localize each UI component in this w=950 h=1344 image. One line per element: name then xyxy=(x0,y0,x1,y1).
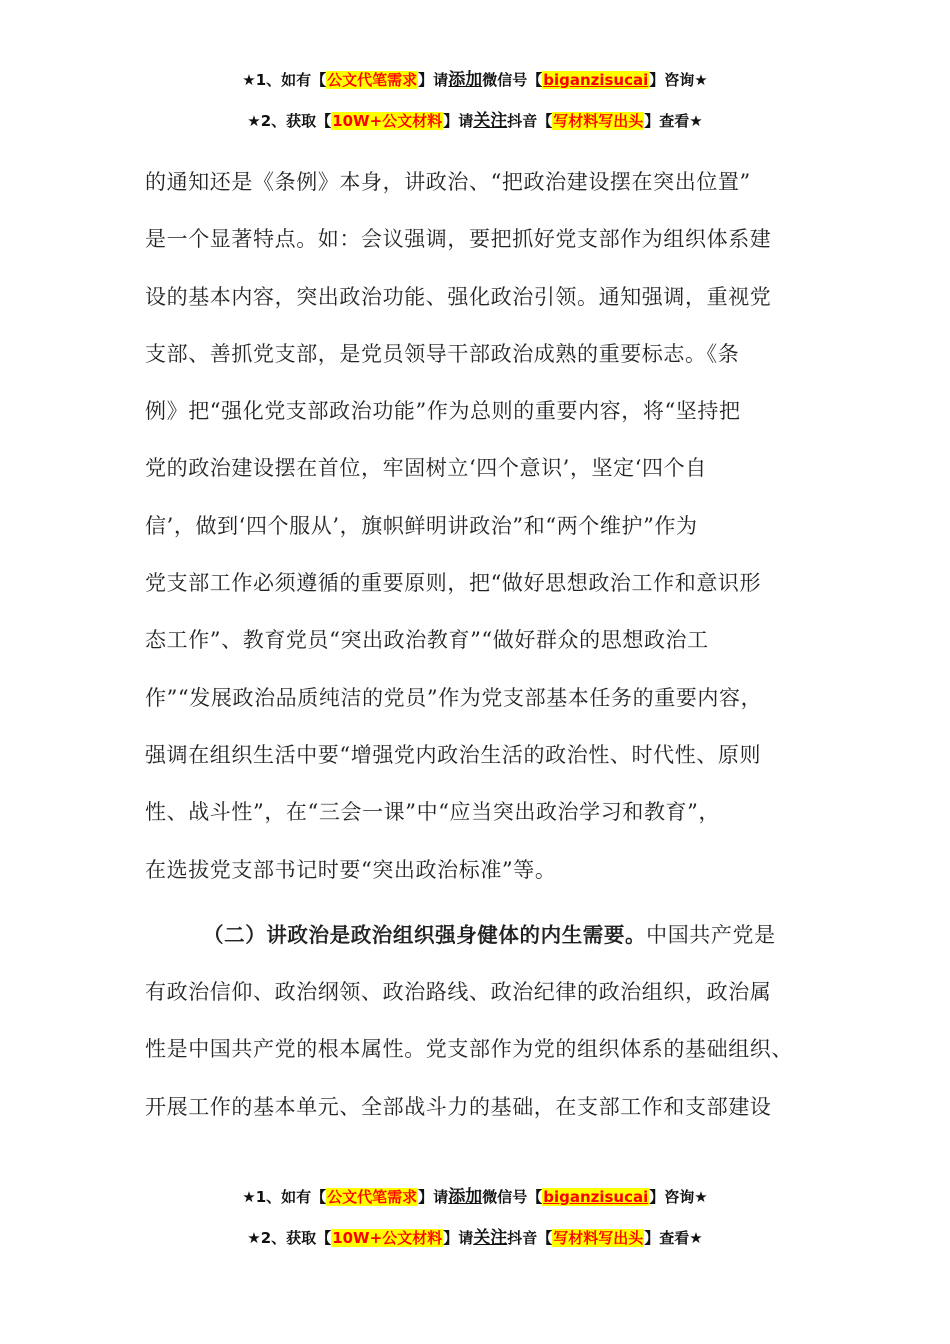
emphasis-text: 关注 xyxy=(473,1228,508,1248)
text-line: 支部、善抓党支部，是党员领导干部政治成熟的重要标志。《条 xyxy=(145,341,740,366)
banner-text: ★2、获取【 xyxy=(247,112,332,130)
emphasis-text: 关注 xyxy=(473,111,508,131)
text-line: 党支部工作必须遵循的重要原则，把“做好思想政治工作和意识形 xyxy=(145,571,762,596)
text-line: 强调在组织生活中要“增强党内政治生活的政治性、时代性、原则 xyxy=(145,742,762,767)
banner-text: ★2、获取【 xyxy=(247,1229,332,1247)
bottom-banner-line-2 xyxy=(0,1227,950,1249)
emphasis-text: 添加 xyxy=(448,1187,483,1207)
text-line: 的通知还是《条例》本身，讲政治、“把政治建设摆在突出位置” xyxy=(145,170,751,194)
banner-text: 】请 xyxy=(443,1229,474,1247)
text-line: 例》把“强化党支部政治功能”作为总则的重要内容，将“坚持把 xyxy=(145,399,741,424)
section-heading-line xyxy=(145,916,825,973)
text-line: 党的政治建设摆在首位，牢固树立‘四个意识’，坚定‘四个自 xyxy=(145,456,707,481)
text-line: 有政治信仰、政治纲领、政治路线、政治纪律的政治组织，政治属 xyxy=(145,980,772,1005)
douyin-account: 写材料写出头 xyxy=(553,1229,644,1247)
banner-text: 】请 xyxy=(443,112,474,130)
bottom-banner-line-1 xyxy=(0,1186,950,1208)
highlight-materials: 10W+公文材料 xyxy=(332,1229,443,1247)
document-body xyxy=(145,163,825,1145)
emphasis-text: 添加 xyxy=(448,70,483,90)
text-line: 信’，做到‘四个服从’，旗帜鲜明讲政治”和“两个维护”作为 xyxy=(145,513,698,538)
banner-text: 】咨询★ xyxy=(649,1188,708,1206)
text-line: 性是中国共产党的根本属性。党支部作为党的组织体系的基础组织、 xyxy=(145,1037,793,1062)
douyin-account: 写材料写出头 xyxy=(553,112,644,130)
banner-text: 】查看★ xyxy=(644,1229,703,1247)
banner-text: 微信号【 xyxy=(482,71,543,89)
text-line: 性、战斗性”，在“三会一课”中“应当突出政治学习和教育”， xyxy=(145,800,721,825)
banner-text: 微信号【 xyxy=(482,1188,543,1206)
highlight-materials: 10W+公文材料 xyxy=(332,112,443,130)
banner-text: ★1、如有【 xyxy=(242,1188,327,1206)
banner-text: ★1、如有【 xyxy=(242,71,327,89)
banner-text: 】请 xyxy=(418,71,449,89)
top-banner-line-1 xyxy=(0,69,950,91)
text-line: 作”“发展政治品质纯洁的党员”作为党支部基本任务的重要内容， xyxy=(145,685,763,710)
text-line: 是一个显著特点。如：会议强调，要把抓好党支部作为组织体系建 xyxy=(145,227,772,252)
banner-text: 】查看★ xyxy=(644,112,703,130)
text-line: 态工作”、教育党员“突出政治教育”“做好群众的思想政治工 xyxy=(145,628,709,653)
banner-text: 】请 xyxy=(418,1188,449,1206)
top-banner-line-2 xyxy=(0,110,950,132)
highlight-service: 公文代笔需求 xyxy=(327,1188,418,1206)
highlight-service: 公文代笔需求 xyxy=(327,71,418,89)
text-line: 设的基本内容，突出政治功能、强化政治引领。通知强调，重视党 xyxy=(145,284,772,309)
banner-text: 】咨询★ xyxy=(649,71,708,89)
paragraph-gap xyxy=(145,908,825,916)
text-line: 开展工作的基本单元、全部战斗力的基础，在支部工作和支部建设 xyxy=(145,1094,772,1119)
banner-text: 抖音【 xyxy=(507,1229,553,1247)
text-line: 在选拔党支部书记时要“突出政治标准”等。 xyxy=(145,857,557,882)
section-heading: （二）讲政治是政治组织强身健体的内生需要。 xyxy=(203,922,647,947)
wechat-id: biganzisucai xyxy=(543,1188,649,1206)
wechat-id: biganzisucai xyxy=(543,71,649,89)
text-span: 中国共产党是 xyxy=(646,922,776,947)
banner-text: 抖音【 xyxy=(507,112,553,130)
